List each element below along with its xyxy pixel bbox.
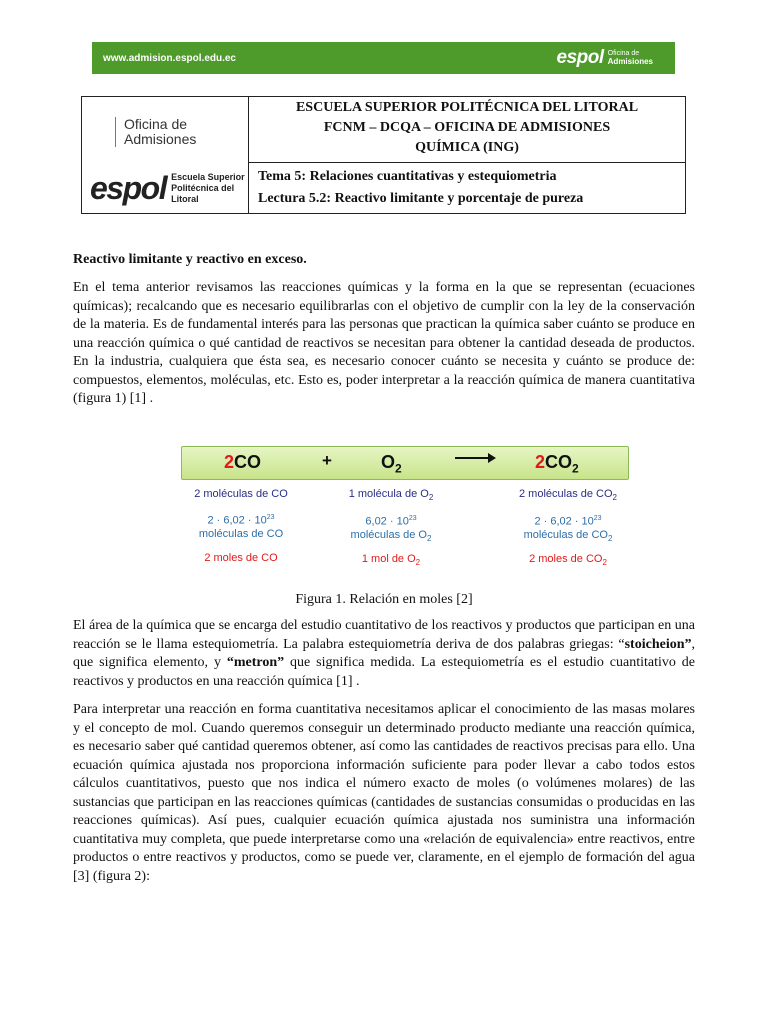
plus-sign: + (322, 451, 332, 470)
formula-2co (224, 452, 261, 473)
o-formula: O (381, 452, 396, 472)
co2-moles (498, 553, 638, 569)
o-subscript: 2 (395, 461, 402, 476)
o2-moles-text: 1 mol de O (361, 553, 416, 566)
o2-molecules-sub: 2 (426, 534, 432, 544)
para2-metron: “metron” (226, 655, 285, 670)
o2-molecules-label (336, 529, 446, 545)
title-line3: QUÍMICA (ING) (415, 140, 519, 155)
title-line1: ESCUELA SUPERIOR POLITÉCNICA DEL LITORAL (295, 100, 639, 115)
co2-moles-sub: 2 (602, 558, 607, 568)
co2-molecules-label-text: moléculas de CO (523, 528, 608, 541)
co2-subscript: 2 (572, 461, 579, 476)
para2-part-c: , que significa elemento, y (73, 636, 695, 670)
para2-part-e: que significa medida. La estequiometría es el estudio cuantitativo de reactivos y productos en una reacción química [1] . (73, 655, 695, 689)
co2-avogadro-base: 2 · 6,02 · 10 (534, 515, 594, 528)
para2-part-a: El área de la química que se encarga del estudio cuantitativo de los reactivos y productos que participan en una reacción se le llama estequiometría. La palabra estequiometría deriva de dos palabras griegas: “ (73, 618, 695, 652)
oficina-line1: Oficina de (124, 116, 188, 132)
o2-molecule (336, 488, 446, 504)
espol-sub-line2: Politécnica del Litoral (171, 182, 235, 204)
espol-logo-icon: espol (556, 47, 604, 68)
banner-url[interactable]: www.admision.espol.edu.ec (103, 52, 236, 64)
co2-molecules (498, 488, 638, 504)
header-title-cell (249, 97, 685, 163)
o2-moles-sub: 2 (415, 558, 421, 568)
header-table (81, 96, 686, 214)
co2-molecules-sub: 2 (612, 493, 617, 503)
reaction-arrow-icon (454, 450, 496, 466)
column-co2 (498, 488, 638, 569)
formula-2co2 (535, 452, 579, 476)
top-banner (92, 42, 675, 74)
para2-stoicheion: stoicheion” (624, 636, 692, 652)
co2-moles-text: 2 moles de CO (529, 553, 603, 566)
figure-reaction (176, 440, 632, 580)
oficina-line2: Admisiones (124, 131, 197, 147)
espol-wordmark-icon: espol (90, 170, 167, 206)
co2-molecules-label-sub: 2 (607, 534, 613, 544)
o2-molecule-sub: 2 (428, 493, 434, 503)
header-topic-cell (249, 164, 685, 213)
coef-co2: 2 (535, 452, 546, 472)
co-molecules-label: moléculas de CO (198, 527, 284, 540)
co2-avogadro-exp: 23 (593, 515, 602, 523)
coef-co: 2 (224, 452, 235, 472)
section-heading: Reactivo limitante y reactivo en exceso. (73, 252, 307, 267)
banner-office (608, 50, 653, 67)
o2-molecule-text: 1 molécula de O (348, 488, 429, 500)
column-o2 (336, 488, 446, 569)
banner-brand (557, 47, 675, 69)
co2-avogadro (498, 512, 638, 529)
column-co (176, 488, 306, 565)
oficina-admisiones-logo (115, 117, 196, 147)
banner-office-line1: Oficina de (607, 49, 640, 57)
o2-moles (336, 553, 446, 569)
co2-formula: CO (545, 452, 573, 472)
paragraph-3: Para interpretar una reacción en forma cuantitativa necesitamos aplicar el conocimiento de las masas molares y el concepto de mol. Cuando queremos conseguir un determinado producto mediante una reacción química, es necesario saber qué cantidad queremos obtener, así como las cantidades de reactivos precisas para ello. Una ecuación química ajustada nos proporciona información suficiente para poder llevar a cabo todos estos cálculos cuantitativos, puesto que nos indica el número exacto de moles (o volúmenes molares) de las sustancias que participan en las reacciones químicas (cantidades de sustancias consumidas o producidas en las reacciones químicas). Así pues, cualquier ecuación química ajustada nos suministra una información cuantitativa muy completa, que puede interpretarse como una «relación de equivalencia» entre reactivos, entre productos o entre reactivos y productos, como se puede ver, claramente, en el ejemplo de formación del agua [3] (figura 2): (73, 702, 695, 884)
espol-sub-line1: Escuela Superior (171, 171, 245, 182)
espol-subtitle (171, 172, 248, 205)
co-avogadro-exp: 23 (266, 514, 275, 521)
banner-office-line2: Admisiones (607, 56, 653, 66)
formula-o2 (381, 452, 402, 476)
o2-avogadro-exp: 23 (408, 515, 417, 523)
paragraph-1: En el tema anterior revisamos las reacciones químicas y la forma en la que se representan (ecuaciones químicas); recalcando que es necesario equilibrarlas con el objetivo de cumplir con la ley de la conservación de la materia. Es de fundamental interés para las personas que practican la química saber cuánto se produce en una reacción química o qué cantidad de reactivos se necesitan para obtener la cantidad deseada de productos. En la industria, cualquiera que ésta sea, es necesario conocer cuánto se necesita y cuánto se produce de: compuestos, elementos, moléculas, etc. Esto es, poder interpretar a la reacción química de manera cuantitativa (figura 1) [1] . (73, 280, 695, 406)
o2-avogadro (336, 512, 446, 529)
title-line2: FCNM – DCQA – OFICINA DE ADMISIONES (323, 120, 611, 135)
o2-avogadro-base: 6,02 · 10 (365, 515, 409, 528)
co-avogadro (176, 511, 306, 528)
co-avogadro-base: 2 · 6,02 · 10 (207, 514, 267, 527)
header-logo-cell (82, 97, 249, 213)
figure-caption: Figura 1. Relación en moles [2] (295, 592, 473, 607)
co2-molecules-label (498, 529, 638, 545)
co-molecules: 2 moléculas de CO (194, 488, 288, 500)
lectura-label: Lectura 5.2: Reactivo limitante y porcentaje de pureza (258, 191, 584, 206)
espol-logo (90, 171, 248, 205)
paragraph-2 (73, 617, 695, 691)
tema-label: Tema 5: Relaciones cuantitativas y estequiometria (258, 169, 557, 184)
o2-molecules-text: moléculas de O (350, 528, 427, 541)
co-moles: 2 moles de CO (204, 551, 278, 564)
co2-molecules-text: 2 moléculas de CO (519, 488, 613, 500)
co-formula: CO (234, 452, 262, 472)
